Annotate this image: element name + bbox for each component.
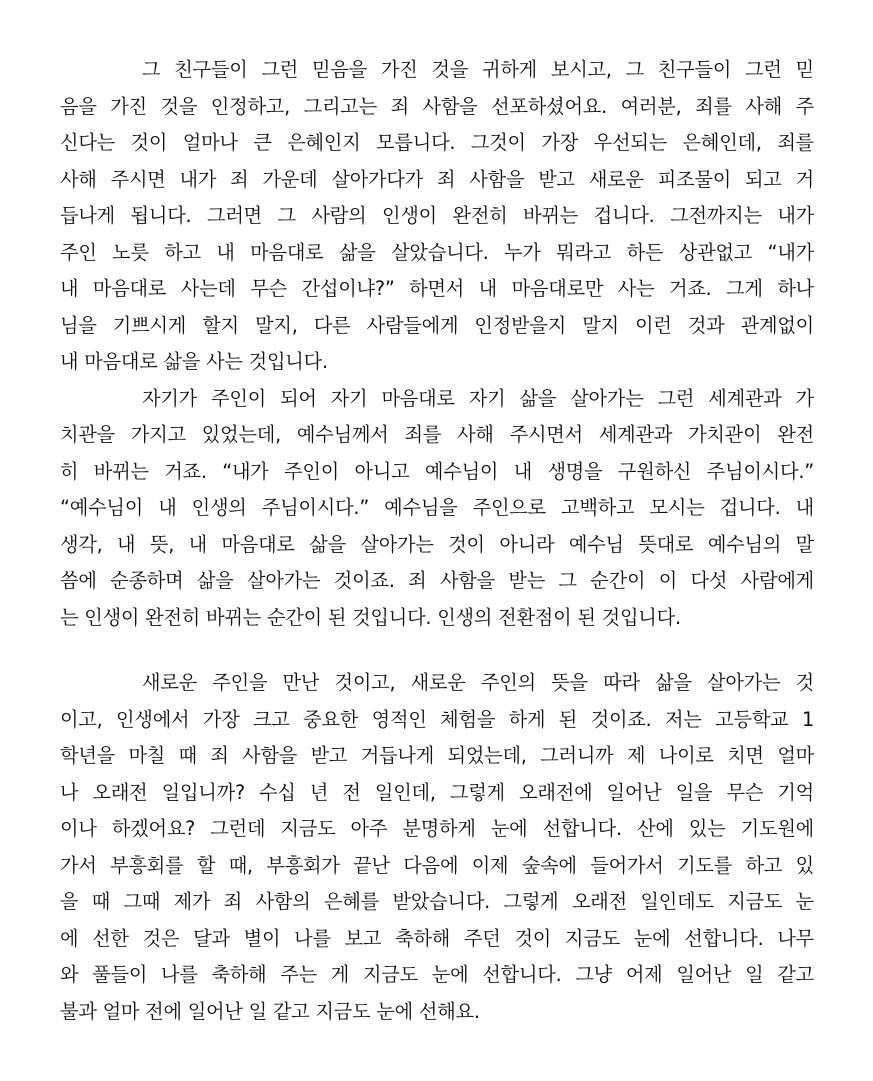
- document-body: [60, 52, 814, 1030]
- paragraph-3: [60, 665, 814, 1030]
- text-line: 치관을 가지고 있었는데, 예수님께서 죄를 사해 주시면서 세계관과 가치관이 완전: [60, 423, 814, 446]
- text-line: 히 바뀌는 거죠. “내가 주인이 아니고 예수님이 내 생명을 구원하신 주님이시다.”: [60, 459, 814, 483]
- paragraph-2: [60, 381, 814, 637]
- text-line: 씀에 순종하며 삶을 살아가는 것이죠. 죄 사함을 받는 그 순간이 이 다섯 사람에게: [60, 569, 814, 592]
- text-line: 내 마음대로 삶을 사는 것입니다.: [60, 350, 328, 373]
- text-line: 을 때 그때 제가 죄 사함의 은혜를 받았습니다. 그렇게 오래전 일인데도 지금도 눈: [60, 890, 814, 913]
- text-line: “예수님이 내 인생의 주님이시다.” 예수님을 주인으로 고백하고 모시는 겁니다. 내: [60, 496, 814, 519]
- text-line: 신다는 것이 얼마나 큰 은혜인지 모릅니다. 그것이 가장 우선되는 은혜인데, 죄를: [60, 131, 814, 154]
- text-line: 님을 기쁘시게 할지 말지, 다른 사람들에게 인정받을지 말지 이런 것과 관계없이: [60, 313, 814, 337]
- text-line: 듭나게 됩니다. 그러면 그 사람의 인생이 완전히 바뀌는 겁니다. 그전까지는 내가: [60, 204, 814, 227]
- text-line: 는 인생이 완전히 바뀌는 순간이 된 것입니다. 인생의 전환점이 된 것입니다.: [60, 605, 681, 629]
- text-line: 자기가 주인이 되어 자기 마음대로 자기 삶을 살아가는 그런 세계관과 가: [142, 386, 814, 410]
- text-line: 이나 하겠어요? 그런데 지금도 아주 분명하게 눈에 선합니다. 산에 있는 기도원에: [60, 817, 814, 840]
- text-line: 가서 부흥회를 할 때, 부흥회가 끝난 다음에 이제 숲속에 들어가서 기도를 하고 있: [60, 853, 814, 877]
- text-line: 학년을 마칠 때 죄 사함을 받고 거듭나게 되었는데, 그러니까 제 나이로 치면 얼마: [60, 744, 814, 767]
- text-line: 에 선한 것은 달과 별이 나를 보고 축하해 주던 것이 지금도 눈에 선합니다. 나무: [60, 926, 814, 950]
- text-line: 생각, 내 뜻, 내 마음대로 삶을 살아가는 것이 아니라 예수님 뜻대로 예수님의 말: [60, 532, 814, 556]
- text-line: 불과 얼마 전에 일어난 일 같고 지금도 눈에 선해요.: [60, 999, 480, 1023]
- text-line: 새로운 주인을 만난 것이고, 새로운 주인의 뜻을 따라 삶을 살아가는 것: [142, 671, 814, 694]
- text-line: 이고, 인생에서 가장 크고 중요한 영적인 체험을 하게 된 것이죠. 저는 고등학교 1: [60, 707, 814, 731]
- paragraph-1: [60, 52, 814, 381]
- text-line: 와 풀들이 나를 축하해 주는 게 지금도 눈에 선합니다. 그냥 어제 일어난 일 같고: [60, 963, 814, 986]
- text-line: 주인 노릇 하고 내 마음대로 삶을 살았습니다. 누가 뭐라고 하든 상관없고 “내가: [60, 240, 814, 264]
- text-line: 사해 주시면 내가 죄 가운데 살아가다가 죄 사함을 받고 새로운 피조물이 되고 거: [60, 167, 814, 191]
- paragraph-spacer: [60, 636, 814, 665]
- text-line: 그 친구들이 그런 믿음을 가진 것을 귀하게 보시고, 그 친구들이 그런 믿: [142, 58, 814, 81]
- text-line: 나 오래전 일입니까? 수십 년 전 일인데, 그렇게 오래전에 일어난 일을 무슨 기억: [60, 780, 814, 804]
- text-line: 내 마음대로 사는데 무슨 간섭이냐?” 하면서 내 마음대로만 사는 거죠. 그게 하나: [60, 277, 814, 300]
- text-line: 음을 가진 것을 인정하고, 그리고는 죄 사함을 선포하셨어요. 여러분, 죄를 사해 주: [60, 94, 814, 118]
